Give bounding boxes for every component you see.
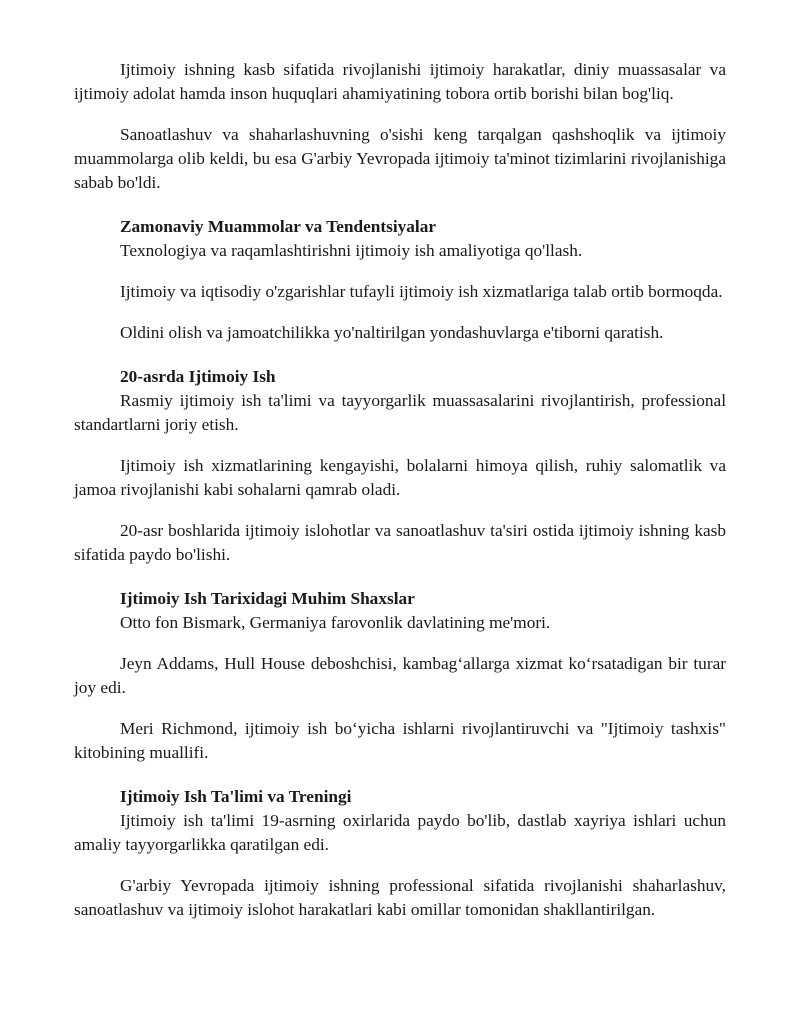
intro-paragraph: Ijtimoiy ishning kasb sifatida rivojlanishi ijtimoiy harakatlar, diniy muassasalar va ijtimoiy adolat hamda inson huquqlari ahamiyatining tobora ortib borishi bilan bog'liq.	[74, 60, 726, 103]
section-paragraph: 20-asr boshlarida ijtimoiy islohotlar va sanoatlashuv ta'siri ostida ijtimoiy ishning kasb sifatida paydo bo'lishi.	[74, 521, 726, 564]
section-20th-century	[74, 365, 726, 567]
section-paragraph: Jeyn Addams, Hull House deboshchisi, kambag‘allarga xizmat ko‘rsatadigan bir turar joy edi.	[74, 654, 726, 697]
section-heading: Ijtimoiy Ish Tarixidagi Muhim Shaxslar	[120, 589, 415, 608]
intro-paragraph: Sanoatlashuv va shaharlashuvning o'sishi keng tarqalgan qashshoqlik va ijtimoiy muammolarga olib keldi, bu esa G'arbiy Yevropada ijtimoiy ta'minot tizimlarini rivojlanishiga sabab bo'ldi.	[74, 125, 726, 192]
section-paragraph: Ijtimoiy va iqtisodiy o'zgarishlar tufayli ijtimoiy ish xizmatlariga talab ortib bormoqda.	[120, 282, 723, 301]
section-paragraph: Ijtimoiy ish xizmatlarining kengayishi, bolalarni himoya qilish, ruhiy salomatlik va jamoa rivojlanishi kabi sohalarni qamrab oladi.	[74, 456, 726, 499]
section-paragraph: Texnologiya va raqamlashtirishni ijtimoiy ish amaliyotiga qo'llash.	[120, 241, 583, 260]
section-heading: Ijtimoiy Ish Ta'limi va Treningi	[120, 787, 352, 806]
section-education-training	[74, 785, 726, 922]
section-paragraph: Meri Richmond, ijtimoiy ish bo‘yicha ishlarni rivojlantiruvchi va "Ijtimoiy tashxis" kitobining muallifi.	[74, 719, 726, 762]
section-paragraph: G'arbiy Yevropada ijtimoiy ishning professional sifatida rivojlanishi shaharlashuv, sanoatlashuv va ijtimoiy islohot harakatlari kabi omillar tomonidan shakllantirilgan.	[74, 876, 726, 919]
section-heading: Zamonaviy Muammolar va Tendentsiyalar	[120, 217, 437, 236]
section-paragraph: Rasmiy ijtimoiy ish ta'limi va tayyorgarlik muassasalarini rivojlantirish, professional standartlarni joriy etish.	[74, 391, 726, 434]
section-paragraph: Otto fon Bismark, Germaniya farovonlik davlatining me'mori.	[120, 613, 551, 632]
section-paragraph: Oldini olish va jamoatchilikka yo'naltirilgan yondashuvlarga e'tiborni qaratish.	[120, 323, 664, 342]
section-modern-issues	[74, 215, 726, 345]
section-paragraph: Ijtimoiy ish ta'limi 19-asrning oxirlarida paydo bo'lib, dastlab xayriya ishlari uchun amaliy tayyorgarlikka qaratilgan edi.	[74, 811, 726, 854]
section-heading: 20-asrda Ijtimoiy Ish	[120, 367, 276, 386]
section-key-figures	[74, 587, 726, 765]
